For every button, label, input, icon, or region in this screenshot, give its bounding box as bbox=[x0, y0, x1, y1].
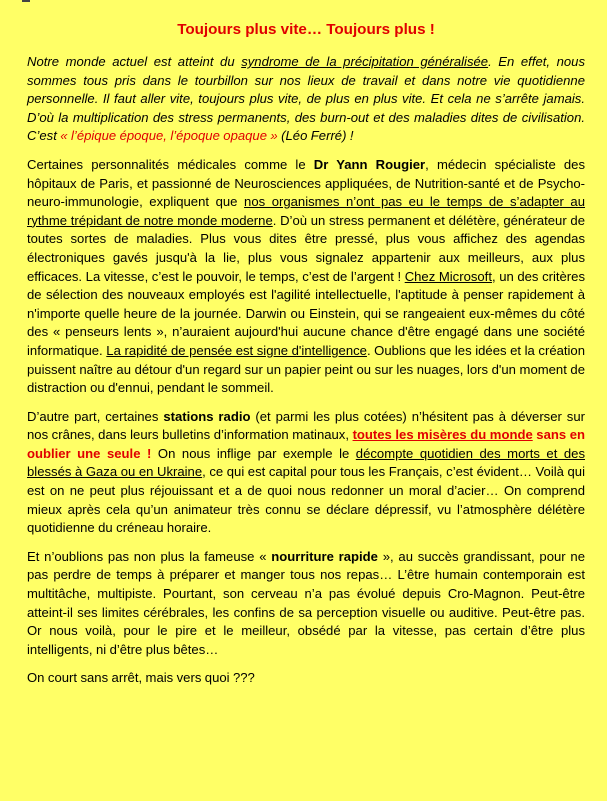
paragraph-doctor: Certaines personnalités médicales comme le Dr Yann Rougier, médecin spécialiste des hôpitaux de Paris, et passionné de Neurosciences appliquées, de Nutrition-santé et de Psycho-neuro-immunologie, expliquent que nos organismes n’ont pas eu le temps de s’adapter au rythme trépidant de notre monde moderne. D’où un stress permanent et délétère, générateur de toutes sortes de maladies. Plus vous dites être pressé, plus vous affichez des agendas électroniques gavés jusqu'à la lie, plus vous signalez appartenir aux meilleurs, aux plus efficaces. La vitesse, c’est le pouvoir, le temps, c’est de l’argent ! Chez Microsoft, un des critères de sélection des nouveaux employés est l'agilité intellectuelle, l'aptitude à penser rapidement à n'importe quelle heure de la journée. Darwin ou Einstein, qui se rangeaient eux-mêmes du côté des « penseurs lents », n’auraient aujourd'hui aucune chance d'être engagé dans une société informatique. La rapidité de pensée est signe d'intelligence. Oublions que les idées et la création puissent naître au détour d'un regard sur un papier peint ou sur les nuages, lors d'un moment de distraction ou d'ennui, pendant le sommeil. bbox=[27, 156, 585, 396]
red-quote: « l’épique époque, l’époque opaque » bbox=[60, 128, 278, 144]
bold-name: Dr Yann Rougier bbox=[313, 156, 426, 172]
red-underlined-phrase: toutes les misères du monde bbox=[352, 427, 533, 443]
underlined-phrase: nos organismes n’ont pas eu le temps de s’adapter au rythme trépidant de notre monde moderne bbox=[27, 194, 585, 228]
bold-phrase: stations radio bbox=[163, 408, 251, 424]
paragraph-radio: D’autre part, certaines stations radio (et parmi les plus cotées) n’hésitent pas à déverser sur nos crânes, dans leurs bulletins d’information matinaux, toutes les misères du monde sans en oublier une seule ! On nous inflige par exemple le décompte quotidien des morts et des blessés à Gaza ou en Ukraine, ce qui est capital pour tous les Français, c’est évident… Voilà qui est on ne peut plus réjouissant et a de quoi nous redonner un moral d’acier… On comprend mieux après cela qu’un animateur très connu se déclare dépressif, vu l’atmosphère délétère quotidienne du créneau horaire. bbox=[27, 408, 585, 536]
underlined-phrase: syndrome de la précipitation généralisée bbox=[241, 54, 489, 69]
document-page bbox=[27, 0, 585, 688]
paragraph-closing: On court sans arrêt, mais vers quoi ??? bbox=[27, 670, 255, 686]
underlined-phrase: La rapidité de pensée est signe d'intelligence bbox=[106, 342, 367, 358]
underlined-phrase: décompte quotidien des morts et des blessés à Gaza ou en Ukraine bbox=[27, 445, 585, 480]
paragraph-intro: Notre monde actuel est atteint du syndrome de la précipitation généralisée. En effet, nous sommes tous pris dans le tourbillon sur nos lieux de travail et dans notre vie quotidienne personnelle. Il faut aller vite, toujours plus vite, de plus en plus vite. Et cela ne s’arrête jamais. D’où la multiplication des stress permanents, des burn-out et des maladies dites de civilisation. C’est « l’épique époque, l’époque opaque » (Léo Ferré) ! bbox=[27, 54, 585, 144]
bold-phrase: nourriture rapide bbox=[271, 548, 378, 564]
paragraph-food: Et n’oublions pas non plus la fameuse « nourriture rapide », au succès grandissant, pour ne pas perdre de temps à préparer et manger tous nos repas… L’être humain contemporain est multitâche, multipiste. Pourtant, son cerveau n’a pas évolué depuis Cro-Magnon. Peut-être atteint-il ses limites cérébrales, les confins de sa perception visuelle ou auditive. Peut-être pas. Or nous voilà, pour le pire et le meilleur, obsédé par la vitesse, pas certain d’être plus intelligents, ni d’être plus bêtes… bbox=[27, 548, 585, 657]
page-title: Toujours plus vite… Toujours plus ! bbox=[177, 21, 435, 38]
underlined-phrase: Chez Microsoft bbox=[404, 268, 492, 284]
red-bold-phrase: sans en oublier une seule ! bbox=[27, 427, 585, 461]
